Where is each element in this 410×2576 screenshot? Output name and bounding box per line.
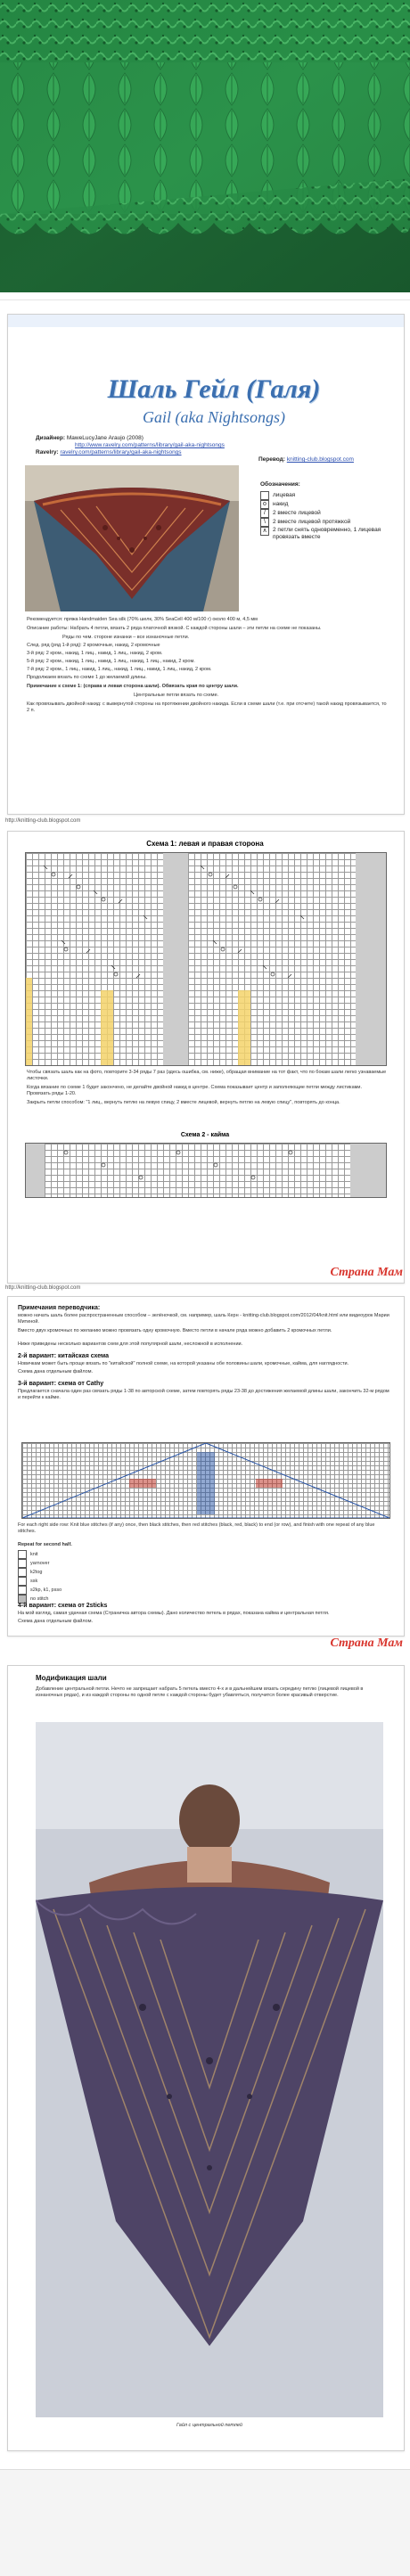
legend2-item: no stitch [18,1595,143,1604]
ssk-symbol: \ [260,518,269,527]
english-note: For each right side row: Knit blue stitches (if any) once, then black stitches, then red stitches (black, red, black) to end (or row), and finish with one repeat of any blue stitches. [18,1522,375,1534]
row-7: 7-й ряд: 2 кром., 1 лиц., накид, 1 лиц., накид, 1 лиц., накид, 1 лиц., накид, 2 кром. [27,667,212,672]
repeat-note: Чтобы связать шаль как на фото, повторите 3-34 ряды 7 раз (здесь ошибка, см. ниже), обращая внимание на тот факт, что по бокам шали легко узнаваемые листочки. [27,1070,387,1081]
legend2-item: s2kp, k1, psso [18,1586,143,1595]
ravelry-label: Ravelry: [36,449,59,455]
notes-para: Ниже приведены несколько вариантов схем для этой популярной шали, несложной в исполнении. [18,1341,243,1347]
chart2-grid [25,1143,387,1198]
center-note: Центральные петли вязать по схеме. [134,693,219,698]
s2kp-icon [18,1586,27,1595]
page-subtitle: Gail (aka Nightsongs) [143,408,285,426]
pattern-instructions [27,617,387,714]
yarnover-symbol: o [260,500,269,509]
shawl-photo-center-stitch [36,1722,383,2417]
chart1-grid [25,852,387,1066]
row-5: 5-й ряд: 2 кром., накид, 1 лиц., накид, 1 лиц., накид, 1 лиц., накид, 2 кром. [27,659,195,664]
knit-symbol [260,491,269,500]
legend [260,481,394,546]
designer-value: MaweLucyJane Araujo (2008) [66,435,144,441]
chart1-title: Схема 1: левая и правая сторона [146,840,264,848]
variant2-text: Новичкам может быть проще вязать по "китайской" полной схеме, на которой указаны обе половины шали, кромочные, кайма, для наглядности. [18,1361,349,1366]
modification-title: Модификация шали [36,1674,107,1682]
legend2-item: knit [18,1550,143,1559]
variant3-text: Предлагается сначала один раз связать ряды 1-38 по авторской схеме, затем повторять ряды 23-38 до достижения желаемой длины шали, закончить 32-м рядом и перейти к кайме. [18,1389,390,1400]
card-strip [8,315,404,327]
legend2-item: ssk [18,1577,143,1586]
legend2 [18,1542,143,1604]
variant4-text: На мой взгляд, самая удачная схема (Страничка автора схемы). Дано количество петель в рядах, показана кайма и центральная петля. [18,1611,330,1616]
translation-link[interactable]: knitting-club.blogspot.com [286,456,354,463]
knit-icon [18,1550,27,1559]
recommendation: Рекомендуется: пряжа Handmaiden Sea silk (70% шелк, 30% SeaCell 400 м/100 г) около 400 м, 4,5 мм [27,617,258,622]
legend-item: \ 2 вместе лицевой протяжкой [260,518,394,527]
shawl-photo-green [0,0,410,292]
ravelry-link[interactable]: ravelry.com/patterns/library/gail-aka-nightsongs [60,449,182,455]
shawl-photo-mannequin [25,465,239,611]
notes-para: Вместо двух кромочных по желанию можно провязать одну кромочную. Вместо петли в начале ряда можно добавить 2 кромочных петли. [18,1328,332,1333]
translation-line [258,456,354,464]
translation-label: Перевод: [258,456,285,463]
k2tog-symbol: / [260,509,269,518]
legend-item: / 2 вместе лицевой [260,509,394,518]
row-1: След. ряд (ряд 1-й ряд): 2 кромочные, накид, 2 кромочные [27,643,160,648]
legend-item: o накид [260,500,394,509]
center-note-2: Когда вязание по схеме 1 будет закончено, не делайте двойной накид в центре. Схема показывает центр и заполняющие петли между листиками. Провязать ряды 1-20. [27,1085,363,1096]
page-title: Шаль Гейл (Галя) [107,374,321,404]
variant4-note: Схема дана отдельным файлом. [18,1619,94,1624]
ssk-icon [18,1577,27,1586]
chart-note: Примечание к схеме 1: (справа и левая сторона шали). Обвязать края по центру шали. [27,684,239,689]
legend-item: ∧ 2 петли снять одновременно, 1 лицевая провязать вместе [260,527,394,546]
wrong-side-note: Ряды по чем. стороне изнанки – все изнаночные петли. [62,635,190,640]
s2kp-symbol: ∧ [260,527,269,536]
chart1-instructions [27,1070,387,1106]
continue-note: Продолжаем вязать по схеме 1 до желаемой длины. [27,675,147,680]
watermark: Страна Мам [330,1266,403,1279]
row-3: 3-й ряд: 2 кром., накид, 1 лиц., накид, 1 лиц., накид, 2 кром. [27,651,163,656]
variant2-note: Схема дана отдельным файлом. [18,1369,94,1374]
k2tog-icon [18,1568,27,1577]
cathy-chart [21,1442,390,1519]
notes-block [18,1305,392,1405]
variant4-title: 4-й вариант: схема от 2sticks [18,1603,108,1609]
repeat-label: Repeat for second half. [18,1542,72,1547]
notes-para: можно начать шаль более распространенным способом – зелёночкой, см. например, шаль Керн - knitting-club.blogspot.com/2012/04/knit.html или видеоурок Марии Митиной. [18,1313,390,1325]
legend2-item: yarnover [18,1559,143,1568]
source-url[interactable]: http://knitting-club.blogspot.com [5,818,81,824]
source-url[interactable]: http://knitting-club.blogspot.com [5,1285,81,1291]
footer [0,2469,410,2576]
modification-text: Добавление центральной петли. Нечто не запрещает набрать 5 петель вместо 4-х и в дальнейшем вязать середину петлю (лицевой лицевой в изнаночных рядах), и из каждой стороны по одной петле с каждой стороны будет убавляться, получится более красивый отверстие. [36,1686,364,1698]
photo-caption: Гайл с центральной петлей [176,2423,242,2428]
variant4-block [18,1603,392,1625]
watermark: Страна Мам [330,1637,403,1650]
designer-label: Дизайнер: [36,435,66,441]
legend-item: лицевая [260,491,394,500]
description: Описание работы: Набрать 4 петли, вязать 2 ряда платочной вязкой. С каждой стороны шали – эти петли на схеме не показаны. [27,626,322,631]
chart2-title: Схема 2 - кайма [180,1132,230,1138]
legend-title: Обозначения: [260,481,300,488]
legend2-item: k2tog [18,1568,143,1577]
pattern-link[interactable]: http://www.ravelry.com/patterns/library/gail-aka-nightsongs [75,442,225,448]
bind-off-note: Закрыть петли способом: "1 лиц., вернуть петлю на левую спицу, 2 вместе лицевой, вернуть петлю на левую спицу", повторять до конца. [27,1100,340,1105]
divider [0,299,410,300]
variant2-title: 2-й вариант: китайская схема [18,1353,110,1359]
variant3-title: 3-й вариант: схема от Cathy [18,1381,104,1387]
info-block [36,435,374,456]
double-yo-note: Как провязывать двойной накид: с вывернутой стороны на протяжении двойного накида. Если в схеме шали (т.е. при отсчете) такой накид провязывается, то 2 п. [27,701,387,713]
yarnover-icon [18,1559,27,1568]
notes-title: Примечания переводчика: [18,1305,101,1311]
